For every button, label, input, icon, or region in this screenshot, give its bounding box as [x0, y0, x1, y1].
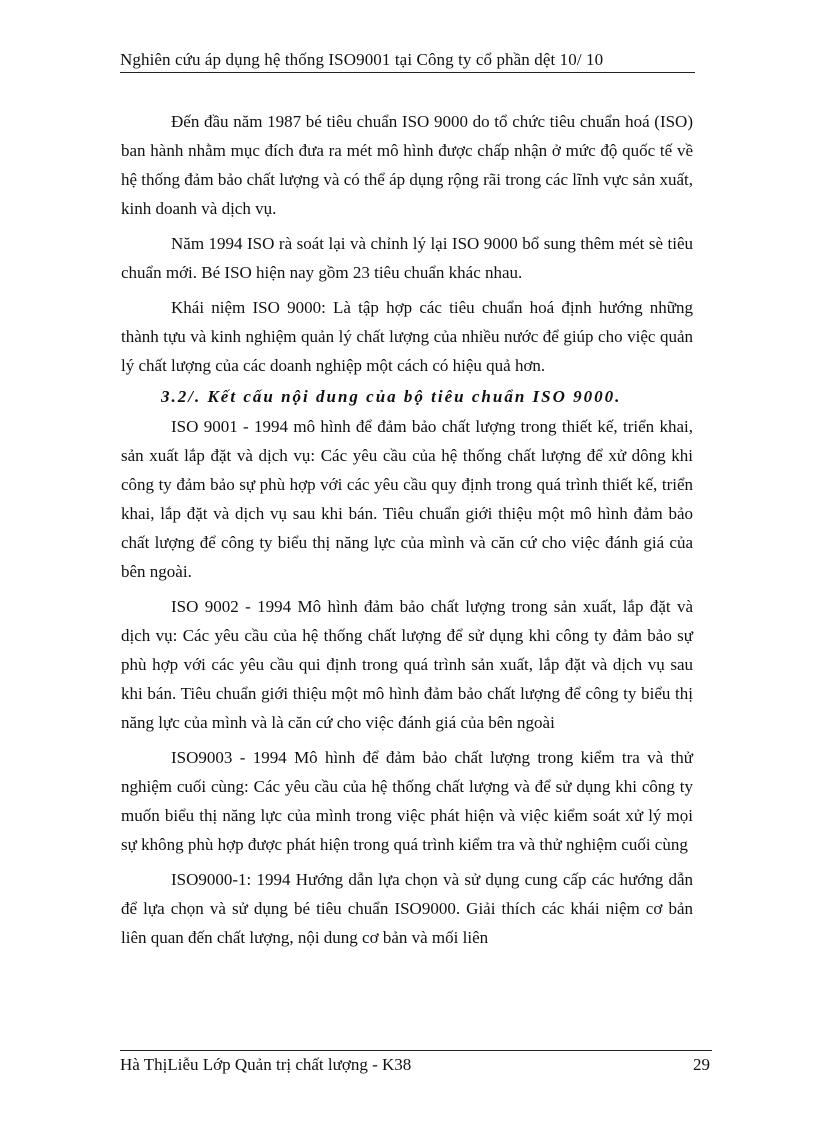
paragraph-iso-revision: Năm 1994 ISO rà soát lại và chỉnh lý lại ISO 9000 bổ sung thêm mét sè tiêu chuẩn mới. Bé ISO hiện nay gồm 23 tiêu chuẩn khác nhau. [121, 234, 693, 282]
page-number: 29 [693, 1055, 710, 1074]
paragraph-iso-9001: ISO 9001 - 1994 mô hình để đảm bảo chất lượng trong thiết kế, triển khai, sản xuất lắp đặt và dịch vụ: Các yêu cầu của hệ thống chất lượng để xử dông khi công ty đảm bảo sự phù hợp với các yêu cầu quy định trong quá trình thiết kế, triển khai, lắp đặt và dịch vụ sau khi bán. Tiêu chuẩn giới thiệu một mô hình đảm bảo chất lượng để công ty biểu thị năng lực của mình và căn cứ cho việc đánh giá của bên ngoài. [121, 417, 693, 581]
document-body [121, 107, 693, 958]
paragraph-iso-concept: Khái niệm ISO 9000: Là tập hợp các tiêu chuẩn hoá định hướng những thành tựu và kinh nghiệm quản lý chất lượng của nhiều nước để giúp cho việc quản lý chất lượng của các doanh nghiệp một cách có hiệu quả hơn. [121, 298, 693, 375]
paragraph-iso-history: Đến đầu năm 1987 bé tiêu chuẩn ISO 9000 do tổ chức tiêu chuẩn hoá (ISO) ban hành nhằm mục đích đưa ra mét mô hình được chấp nhận ở mức độ quốc tế về hệ thống đảm bảo chất lượng và có thể áp dụng rộng rãi trong các lĩnh vực sản xuất, kinh doanh và dịch vụ. [121, 112, 693, 218]
paragraph-iso-9000-1: ISO9000-1: 1994 Hướng dẫn lựa chọn và sử dụng cung cấp các hướng dẫn để lựa chọn và sử dụng bé tiêu chuẩn ISO9000. Giải thích các khái niệm cơ bản liên quan đến chất lượng, nội dung cơ bản và mối liên [121, 870, 693, 947]
paragraph-iso-9002: ISO 9002 - 1994 Mô hình đảm bảo chất lượng trong sản xuất, lắp đặt và dịch vụ: Các yêu cầu của hệ thống chất lượng để sử dụng khi công ty đảm bảo sự phù hợp với các yêu cầu qui định trong quá trình sản xuất, lắp đặt và dịch vụ sau khi bán. Tiêu chuẩn giới thiệu một mô hình đảm bảo chất lượng để công ty biểu thị năng lực của mình và là căn cứ cho việc đánh giá của bên ngoài [121, 597, 693, 732]
page-footer [120, 1050, 712, 1075]
page-header: Nghiên cứu áp dụng hệ thống ISO9001 tại Công ty cổ phần dệt 10/ 10 [120, 50, 695, 73]
footer-author: Hà ThịLiễu Lớp Quản trị chất lượng - K38 [120, 1055, 412, 1074]
paragraph-iso-9003: ISO9003 - 1994 Mô hình để đảm bảo chất lượng trong kiểm tra và thử nghiệm cuối cùng: Các yêu cầu của hệ thống chất lượng và để sử dụng khi công ty muốn biểu thị năng lực của mình trong việc phát hiện và việc kiểm soát xử lý mọi sự không phù hợp được phát hiện trong quá trình kiểm tra và thử nghiệm cuối cùng [121, 748, 693, 854]
section-heading: 3.2/. Kết cấu nội dung của bộ tiêu chuẩn ISO 9000. [161, 387, 622, 406]
